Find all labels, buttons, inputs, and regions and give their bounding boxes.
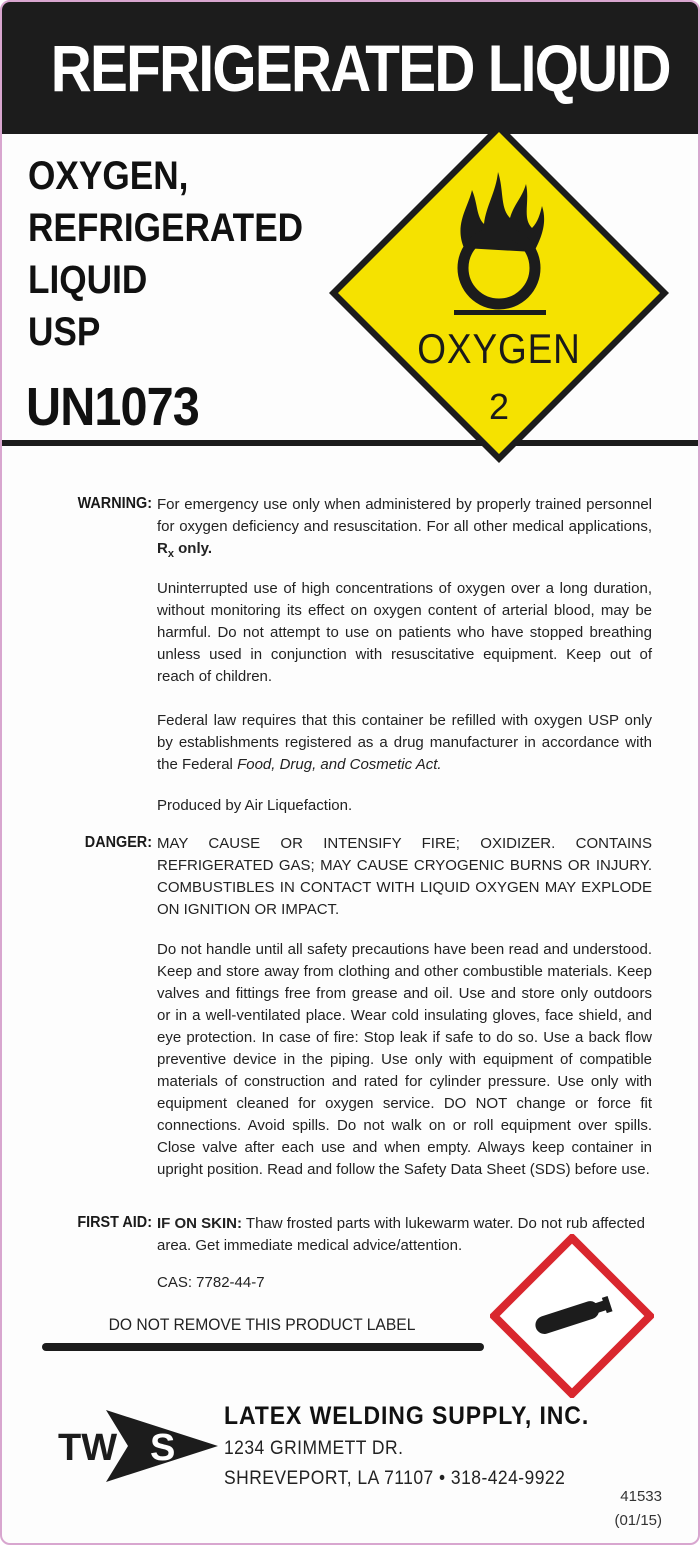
warning-para3-italic: Food, Drug, and Cosmetic Act. — [237, 756, 442, 773]
rx-symbol-icon — [157, 540, 174, 560]
product-name-line-4: USP — [28, 310, 101, 354]
first-aid-label: FIRST AID: — [77, 1214, 152, 1231]
tws-logo-mark — [58, 1404, 218, 1486]
warning-para1-suffix: only. — [178, 540, 213, 557]
product-name-line-2: REFRIGERATED — [28, 206, 304, 250]
first-aid-text: Thaw frosted parts with lukewarm water. Do not rub affected area. Get immediate medical advice/attention. — [157, 1215, 645, 1254]
warning-paragraph-3 — [157, 710, 652, 776]
header-bar — [2, 2, 698, 134]
label-code: 41533 — [620, 1488, 662, 1505]
remove-notice-underline — [42, 1343, 484, 1351]
un-number: UN1073 — [26, 377, 199, 437]
danger-paragraph-2: Do not handle until all safety precautions have been read and understood. Keep and store away from clothing and other combustible materials. Keep valves and fittings free from grease and oil. Use and store only outdoors or in a well-ventilated place. Wear cold insulating gloves, face shield, and eye protection. In case of fire: Stop leak if safe to do so. Use a back flow preventive device in the piping. Use only with equipment of compatible materials of construction and rated for cylinder pressure. Use only with equipment cleaned for oxygen service. DO NOT change or force fit connections. Avoid spills. Do not walk on or roll equipment over spills. Close valve after each use and when empty. Always keep container in upright position. Read and follow the Safety Data Sheet (SDS) before use. — [157, 941, 652, 1178]
warning-paragraph-4: Produced by Air Liquefaction. — [157, 797, 353, 814]
remove-label-notice: DO NOT REMOVE THIS PRODUCT LABEL — [108, 1315, 416, 1334]
company-address-1: 1234 GRIMMETT DR. — [224, 1438, 404, 1459]
danger-paragraph-1: MAY CAUSE OR INTENSIFY FIRE; OXIDIZER. CONTAINS REFRIGERATED GAS; MAY CAUSE CRYOGENIC BURNS OR INJURY. COMBUSTIBLES IN CONTACT WITH LIQUID OXYGEN MAY EXPLODE ON IGNITION OR IMPACT. — [157, 835, 652, 918]
product-name-line-3: LIQUID — [28, 258, 148, 302]
ghs-diamond — [490, 1234, 654, 1398]
danger-label: DANGER: — [84, 834, 152, 851]
rx-letter: R — [157, 540, 168, 557]
warning-paragraph-2: Uninterrupted use of high concentrations of oxygen over a long duration, without monitoring its effect on oxygen content of arterial blood, may be harmful. Do not attempt to use on patients who have stopped breathing unless used in conjunction with resuscitative equipment. Keep out of reach of children. — [157, 580, 652, 685]
placard-name: OXYGEN — [417, 325, 581, 372]
company-logo — [58, 1404, 218, 1486]
oxidizer-placard — [326, 120, 672, 466]
company-name: LATEX WELDING SUPPLY, INC. — [224, 1402, 590, 1430]
placard-hazard-class: 2 — [488, 386, 510, 427]
product-name-line-1: OXYGEN, — [28, 154, 189, 198]
label-date: (01/15) — [614, 1512, 662, 1529]
rx-subscript: x — [167, 548, 174, 560]
company-address-2: SHREVEPORT, LA 71107 • 318-424-9922 — [224, 1468, 566, 1489]
first-aid-bold-prefix: IF ON SKIN: — [157, 1215, 242, 1232]
warning-para1-text: For emergency use only when administered by properly trained personnel for oxygen deficiency and resuscitation. For all other medical applications, — [157, 496, 652, 535]
svg-text:TW: TW — [58, 1427, 118, 1469]
svg-text:S: S — [150, 1427, 176, 1469]
warning-para3-text: Federal law requires that this container be refilled with oxygen USP only by establishments registered as a drug manufacturer in accordance with the Federal — [157, 712, 652, 773]
header-title: REFRIGERATED LIQUID — [50, 31, 670, 105]
ghs-pictogram — [490, 1234, 654, 1398]
warning-label: WARNING: — [77, 495, 152, 512]
warning-paragraph-1 — [157, 494, 652, 565]
cas-number: CAS: 7782-44-7 — [157, 1274, 265, 1291]
